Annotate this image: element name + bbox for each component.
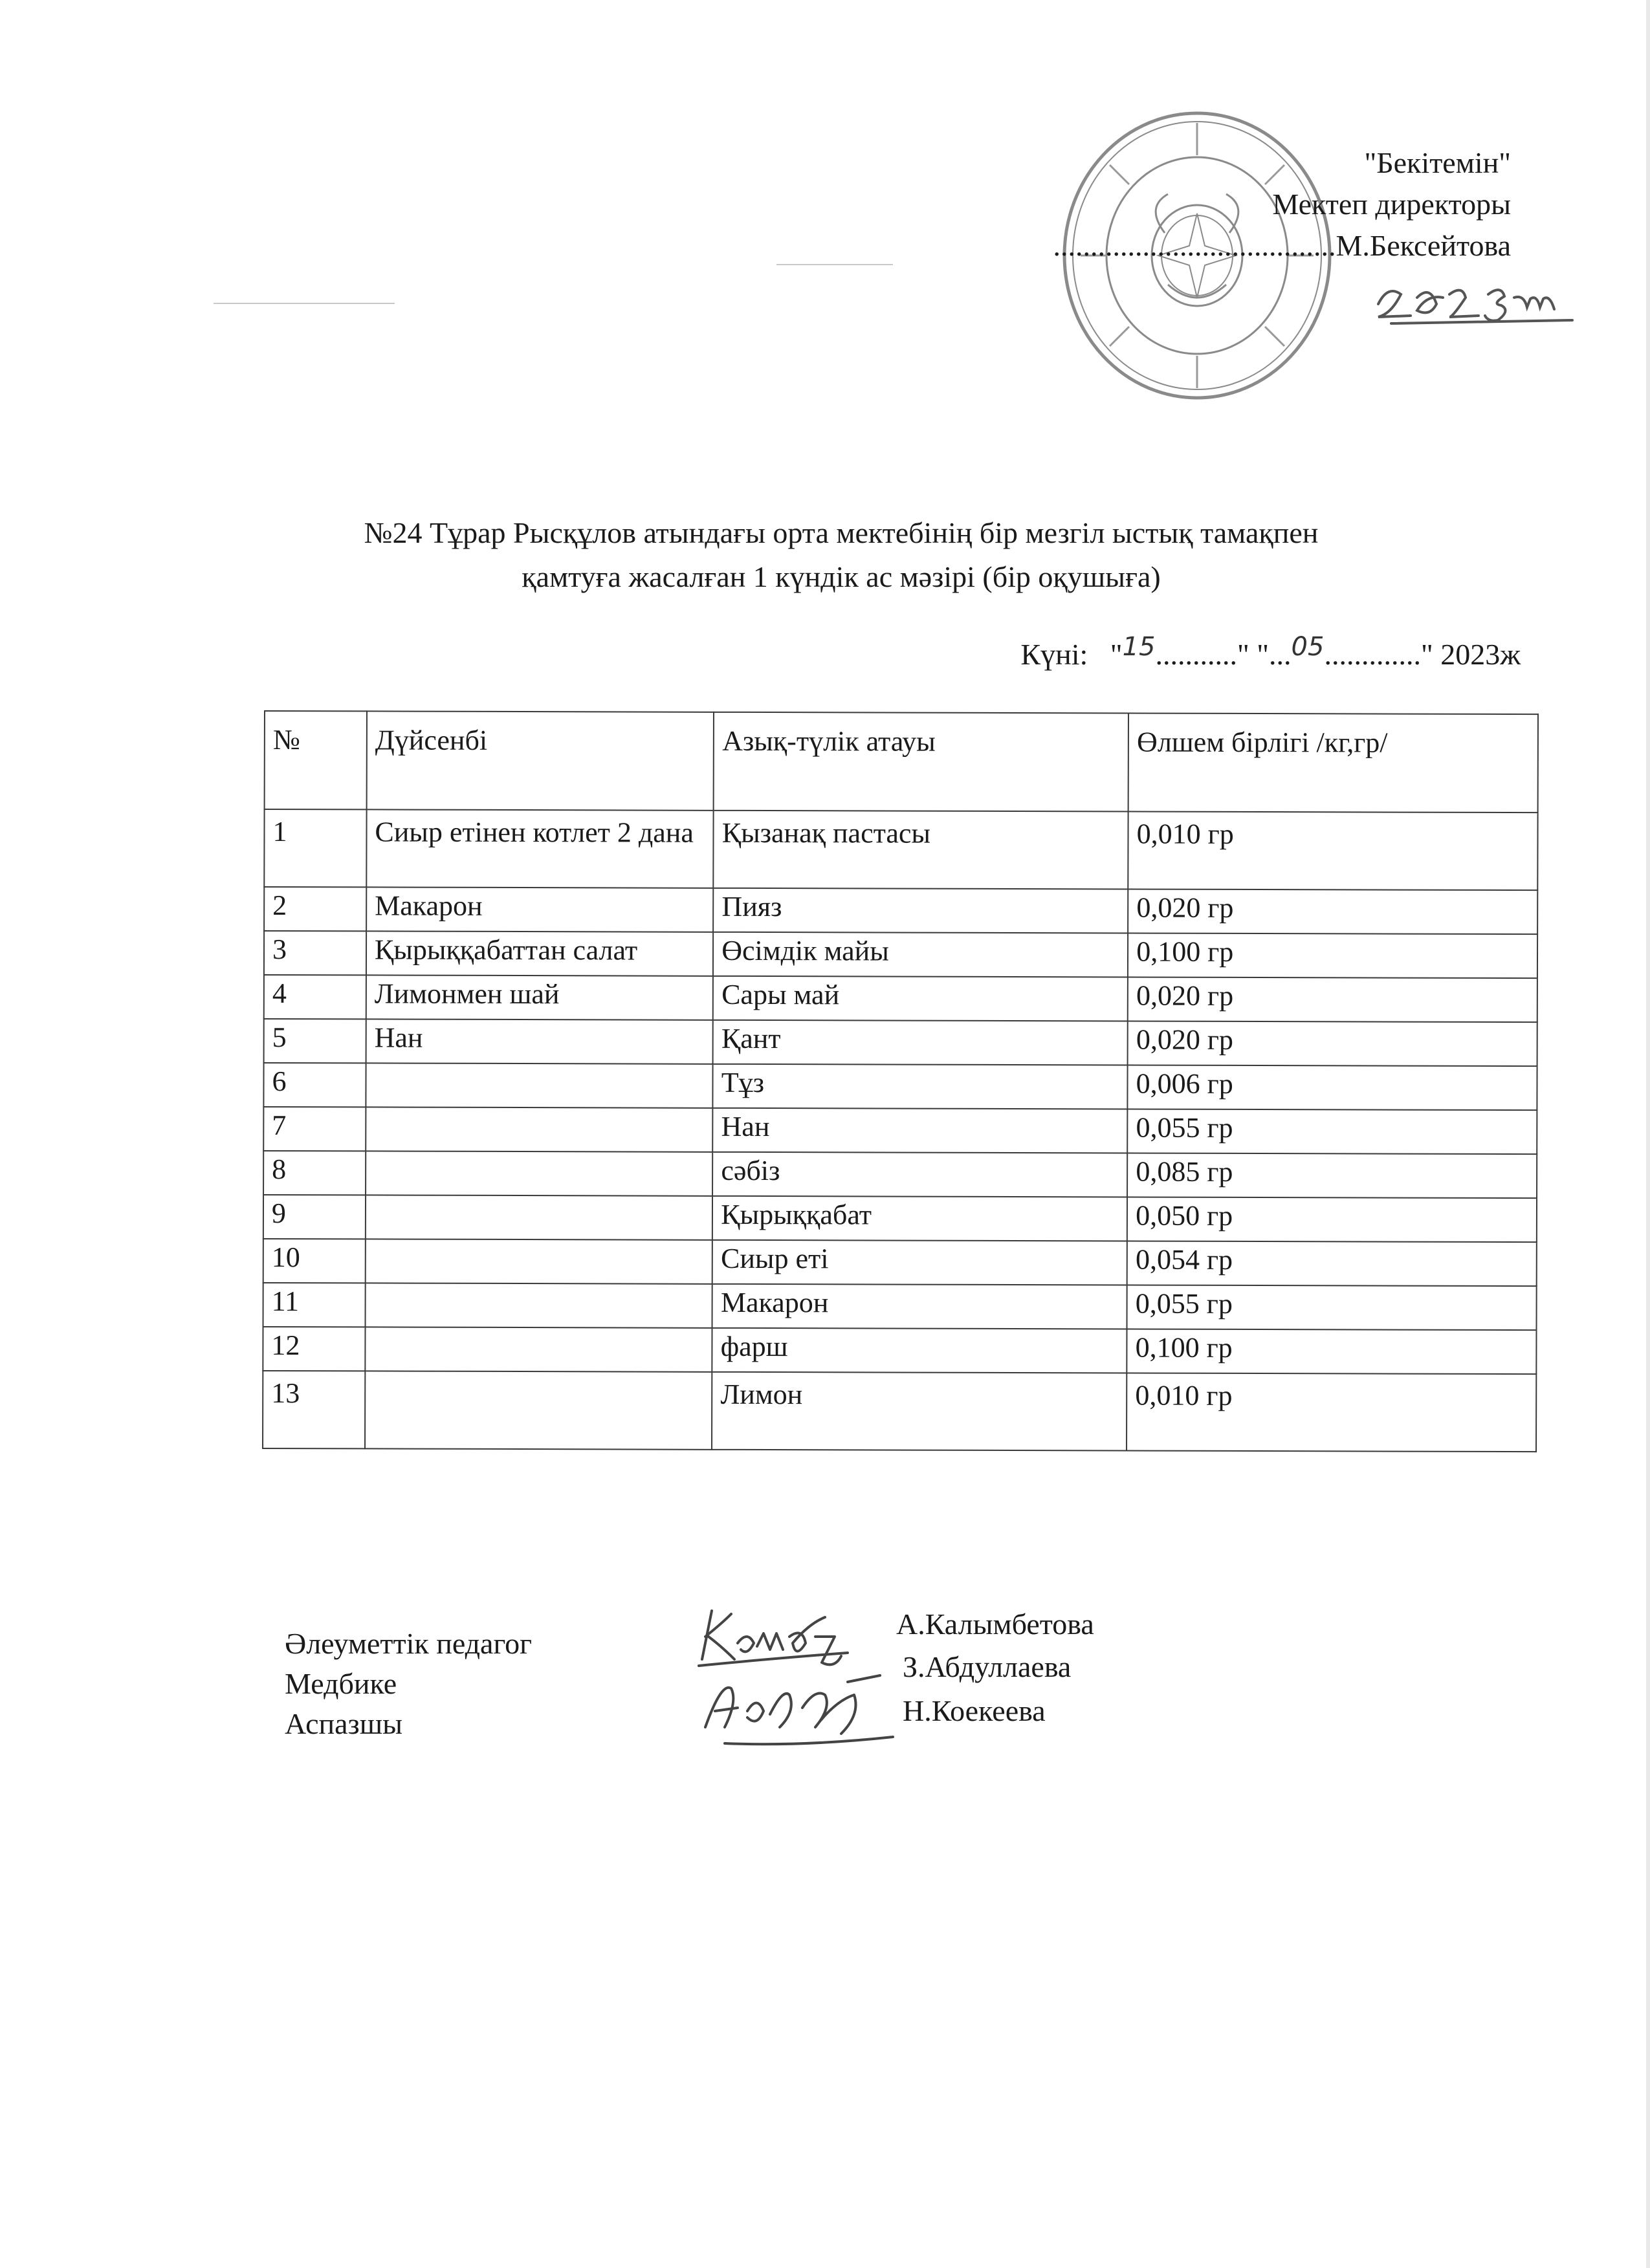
- handwritten-year: [1365, 259, 1579, 330]
- dish-cell: [365, 1283, 712, 1327]
- scan-mark: [776, 264, 893, 265]
- dish-cell: Нан: [366, 1019, 713, 1063]
- dish-cell: Макарон: [366, 887, 713, 932]
- approval-position: Мектеп директоры: [1272, 188, 1511, 221]
- dish-cell: [366, 1239, 712, 1283]
- table-row: [263, 1195, 1537, 1242]
- amount-cell: 0,100 гр: [1128, 933, 1537, 978]
- date-line: [1020, 632, 1521, 671]
- row-number: 2: [264, 887, 366, 931]
- dish-cell: [366, 1195, 712, 1239]
- amount-cell: 0,054 гр: [1127, 1241, 1537, 1286]
- table-row: [263, 1283, 1537, 1330]
- amount-cell: 0,010 гр: [1128, 811, 1537, 890]
- row-number: 11: [263, 1283, 366, 1327]
- dish-cell: [365, 1327, 712, 1371]
- table-row: [263, 1107, 1537, 1154]
- row-number: 3: [264, 931, 366, 975]
- product-cell: Тұз: [713, 1064, 1128, 1109]
- document-title-line-1: №24 Тұрар Рысқұлов атындағы орта мектебінің бір мезгіл ыстық тамақпен: [364, 516, 1319, 549]
- row-number: 9: [263, 1195, 366, 1239]
- date-label: Күні:: [1020, 638, 1088, 671]
- approval-block: [1053, 142, 1511, 267]
- product-cell: Макарон: [712, 1284, 1127, 1329]
- table-row: [264, 809, 1537, 890]
- approval-title: "Бекітемін": [1364, 146, 1511, 179]
- amount-cell: 0,006 гр: [1128, 1065, 1537, 1110]
- header-monday-dishes: Дүйсенбі: [367, 711, 714, 810]
- product-cell: сәбіз: [712, 1152, 1127, 1197]
- signature-name: З.Абдуллаева: [903, 1650, 1072, 1683]
- signature-role: Аспазшы: [285, 1707, 403, 1740]
- document-title-line-2: қамтуға жасалған 1 күндік ас мәзірі (бір оқушыға): [522, 560, 1161, 593]
- amount-cell: 0,055 гр: [1127, 1109, 1537, 1154]
- dish-cell: [366, 1063, 712, 1107]
- amount-cell: 0,020 гр: [1128, 889, 1537, 934]
- signature-role: Медбике: [285, 1667, 397, 1700]
- table-row: [264, 1019, 1537, 1066]
- table-header-row: [265, 711, 1538, 812]
- date-day-prefix: ": [1110, 638, 1123, 671]
- dish-cell: [366, 1151, 712, 1195]
- header-unit: Өлшем бірлігі /кг,гр/: [1128, 713, 1538, 812]
- date-day-handwritten: 15: [1122, 632, 1156, 662]
- amount-cell: 0,020 гр: [1128, 977, 1537, 1022]
- table-row: [264, 887, 1537, 934]
- table-row: [263, 1151, 1537, 1198]
- row-number: 5: [264, 1019, 366, 1063]
- menu-table: [262, 710, 1539, 1452]
- signature-name: А.Калымбетова: [896, 1608, 1094, 1641]
- header-product-name: Азық-түлік атауы: [714, 712, 1128, 812]
- product-cell: Сиыр еті: [712, 1240, 1127, 1285]
- product-cell: Нан: [712, 1108, 1127, 1153]
- dish-cell: Лимонмен шай: [366, 975, 713, 1020]
- date-month-suffix: ............." 2023ж: [1324, 638, 1521, 671]
- row-number: 13: [263, 1371, 365, 1448]
- product-cell: Қант: [713, 1020, 1128, 1065]
- product-cell: Қырыққабат: [712, 1196, 1127, 1241]
- date-month-handwritten: 05: [1291, 632, 1325, 662]
- dish-cell: [365, 1371, 712, 1449]
- document-title: [194, 511, 1488, 599]
- scan-mark: [214, 303, 395, 304]
- row-number: 10: [263, 1239, 366, 1283]
- amount-cell: 0,100 гр: [1127, 1329, 1537, 1374]
- product-cell: Пияз: [713, 888, 1128, 933]
- table-row: [263, 1327, 1536, 1374]
- amount-cell: 0,050 гр: [1127, 1197, 1537, 1242]
- table-row: [264, 931, 1537, 978]
- row-number: 8: [263, 1151, 366, 1195]
- dish-cell: Сиыр етінен котлет 2 дана: [366, 809, 714, 888]
- header-number: №: [265, 711, 367, 809]
- table-row: [263, 1371, 1536, 1452]
- table-row: [263, 1063, 1537, 1110]
- row-number: 4: [264, 975, 366, 1019]
- date-day-suffix: ..........." ": [1155, 638, 1270, 671]
- row-number: 6: [263, 1063, 366, 1107]
- page-edge: [1646, 0, 1650, 2268]
- signature-name: Н.Коекеева: [903, 1694, 1046, 1727]
- amount-cell: 0,020 гр: [1128, 1021, 1537, 1066]
- signature-role: Әлеуметтік педагог: [285, 1627, 533, 1660]
- handwritten-signatures: [686, 1598, 919, 1760]
- amount-cell: 0,055 гр: [1127, 1285, 1537, 1330]
- table-row: [263, 1239, 1537, 1286]
- row-number: 7: [263, 1107, 366, 1151]
- approval-signature-line: ......................................М.Бексейтова: [1053, 229, 1511, 262]
- row-number: 1: [264, 809, 366, 887]
- product-cell: фарш: [712, 1328, 1127, 1373]
- dish-cell: Қырыққабаттан салат: [366, 931, 713, 976]
- product-cell: Лимон: [712, 1372, 1127, 1451]
- product-cell: Қызанақ пастасы: [714, 811, 1128, 889]
- product-cell: Өсімдік майы: [713, 932, 1128, 977]
- table-row: [264, 975, 1537, 1022]
- amount-cell: 0,085 гр: [1127, 1153, 1537, 1198]
- date-month-dots: ...: [1269, 638, 1292, 671]
- row-number: 12: [263, 1327, 365, 1371]
- dish-cell: [366, 1107, 712, 1151]
- amount-cell: 0,010 гр: [1127, 1373, 1536, 1452]
- product-cell: Сары май: [713, 976, 1128, 1021]
